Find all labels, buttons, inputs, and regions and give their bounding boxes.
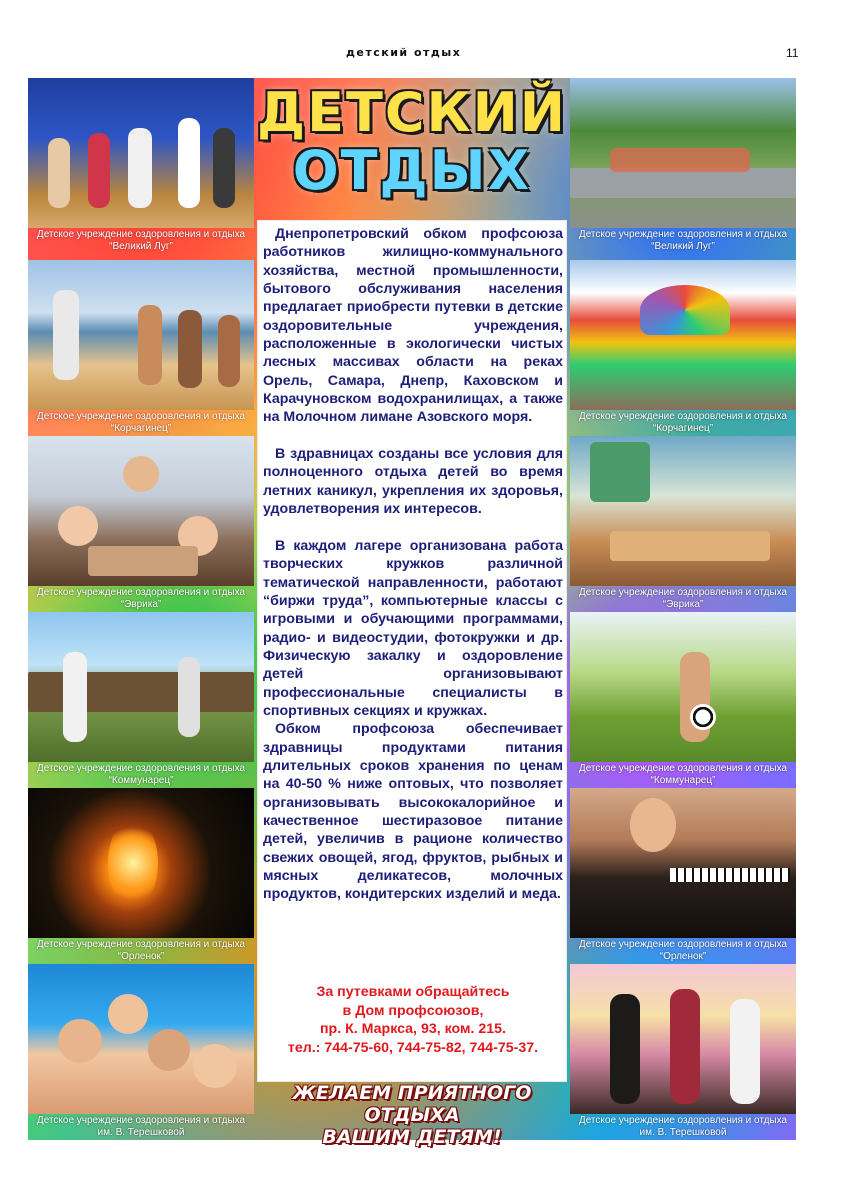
- running-head: [0, 46, 846, 62]
- photo-card: [570, 964, 796, 1140]
- photo-caption: Детское учреждение оздоровления и отдыха “Корчагинец”: [36, 411, 246, 434]
- photo-card: [28, 788, 254, 964]
- photo-card: [570, 788, 796, 964]
- photo-card: [570, 78, 796, 254]
- photo-card: [570, 260, 796, 436]
- article-spread: [28, 78, 796, 1148]
- photo-morning-exercise: [570, 78, 796, 228]
- article-paragraph: Обком профсоюза обеспечивает здравницы продуктами питания длительных сроков хранения по ценам на 40-50 % ниже оптовых, что позволяет организовывать высококалорийное и качественное шестиразовое питание детей, увеличив в рационе количество свежих овощей, ягод, фруктов, рыбных и мясных деликатесов, молочных продуктов, кондитерских изделий и меда.: [263, 721, 563, 903]
- photo-caption: Детское учреждение оздоровления и отдыха “Великий Луг”: [578, 229, 788, 252]
- headline: [254, 81, 570, 202]
- photo-caption: Детское учреждение оздоровления и отдыха им. В. Терешковой: [578, 1115, 788, 1138]
- photo-caption: Детское учреждение оздоровления и отдыха “Орленок”: [36, 939, 246, 962]
- article-paragraph: Днепропетровский обком профсоюза работников жилищно-коммунального хозяйства, местной промышленности, бытового обслуживания населения предлагает приобрести путевки в детские оздоровительные учреждения, расположенные в экологически чистых лесных массивах области на реках Орель, Самара, Днепр, Каховском и Карачуновском водохранилищах, а также на Молочном лимане Азовского моря.: [263, 226, 563, 426]
- photo-caption: Детское учреждение оздоровления и отдыха “Коммунарец”: [36, 763, 246, 786]
- photo-card: [28, 260, 254, 436]
- contact-line: За путевками обращайтесь: [316, 984, 510, 1000]
- photo-card: [570, 436, 796, 612]
- photo-craft-table: [28, 436, 254, 586]
- contact-block: [258, 983, 568, 1057]
- photo-beach-costume: [28, 260, 254, 410]
- closing-wish: ЖЕЛАЕМ ПРИЯТНОГО ОТДЫХА ВАШИМ ДЕТЯМ!: [292, 1082, 532, 1148]
- photo-caption: Детское учреждение оздоровления и отдыха “Коммунарец”: [578, 763, 788, 786]
- contact-line: в Дом профсоюзов,: [342, 1002, 484, 1019]
- photo-campfire: [28, 788, 254, 938]
- photo-parachute-game: [570, 260, 796, 410]
- photo-dining-hall: [570, 436, 796, 586]
- photo-football: [570, 612, 796, 762]
- photo-caption: Детское учреждение оздоровления и отдыха “Великий Луг”: [36, 229, 246, 252]
- photo-card: [28, 436, 254, 612]
- photo-caption: Детское учреждение оздоровления и отдыха “Орленок”: [578, 939, 788, 962]
- headline-line-1: ДЕТСКИЙ: [257, 81, 567, 144]
- photo-caption: Детское учреждение оздоровления и отдыха им. В. Терешковой: [36, 1115, 246, 1138]
- photo-piano-girl: [570, 788, 796, 938]
- photo-caption: Детское учреждение оздоровления и отдыха “Эврика”: [36, 587, 246, 610]
- photo-card: [570, 612, 796, 788]
- article-paragraph: В здравницах созданы все условия для полноценного отдыха детей во время летних каникул, укрепления их здоровья, удовлетворения их интересов.: [263, 446, 563, 518]
- contact-line: пр. К. Маркса, 93, ком. 215.: [319, 1021, 506, 1037]
- running-title: детский отдых: [346, 46, 462, 59]
- photo-card: [28, 964, 254, 1140]
- photo-card: [28, 78, 254, 254]
- article-body: [263, 225, 563, 904]
- headline-line-2: ОТДЫХ: [292, 139, 532, 202]
- photo-caption: Детское учреждение оздоровления и отдыха “Корчагинец”: [578, 411, 788, 434]
- photo-caption: Детское учреждение оздоровления и отдыха “Эврика”: [578, 587, 788, 610]
- photo-camp-queen: [570, 964, 796, 1114]
- contact-phones: тел.: 744-75-60, 744-75-82, 744-75-37.: [287, 1039, 539, 1056]
- photo-card: [28, 612, 254, 788]
- page-number: 11: [786, 46, 799, 60]
- article-text-box: [257, 220, 567, 1082]
- article-paragraph: В каждом лагере организована работа творческих кружков различной тематической направленности, работают “биржи труда”, компьютерные классы с игровыми и обучающими программами, радио- и видеостудии, фотокружки и др. Физическую закалку и оздоровление детей организовывают профессиональные специалисты в спортивных секциях и кружках.: [263, 537, 563, 719]
- center-column: [254, 78, 570, 1148]
- photo-stage-performance: [28, 78, 254, 228]
- photo-village-fence: [28, 612, 254, 762]
- photo-kids-swimming: [28, 964, 254, 1114]
